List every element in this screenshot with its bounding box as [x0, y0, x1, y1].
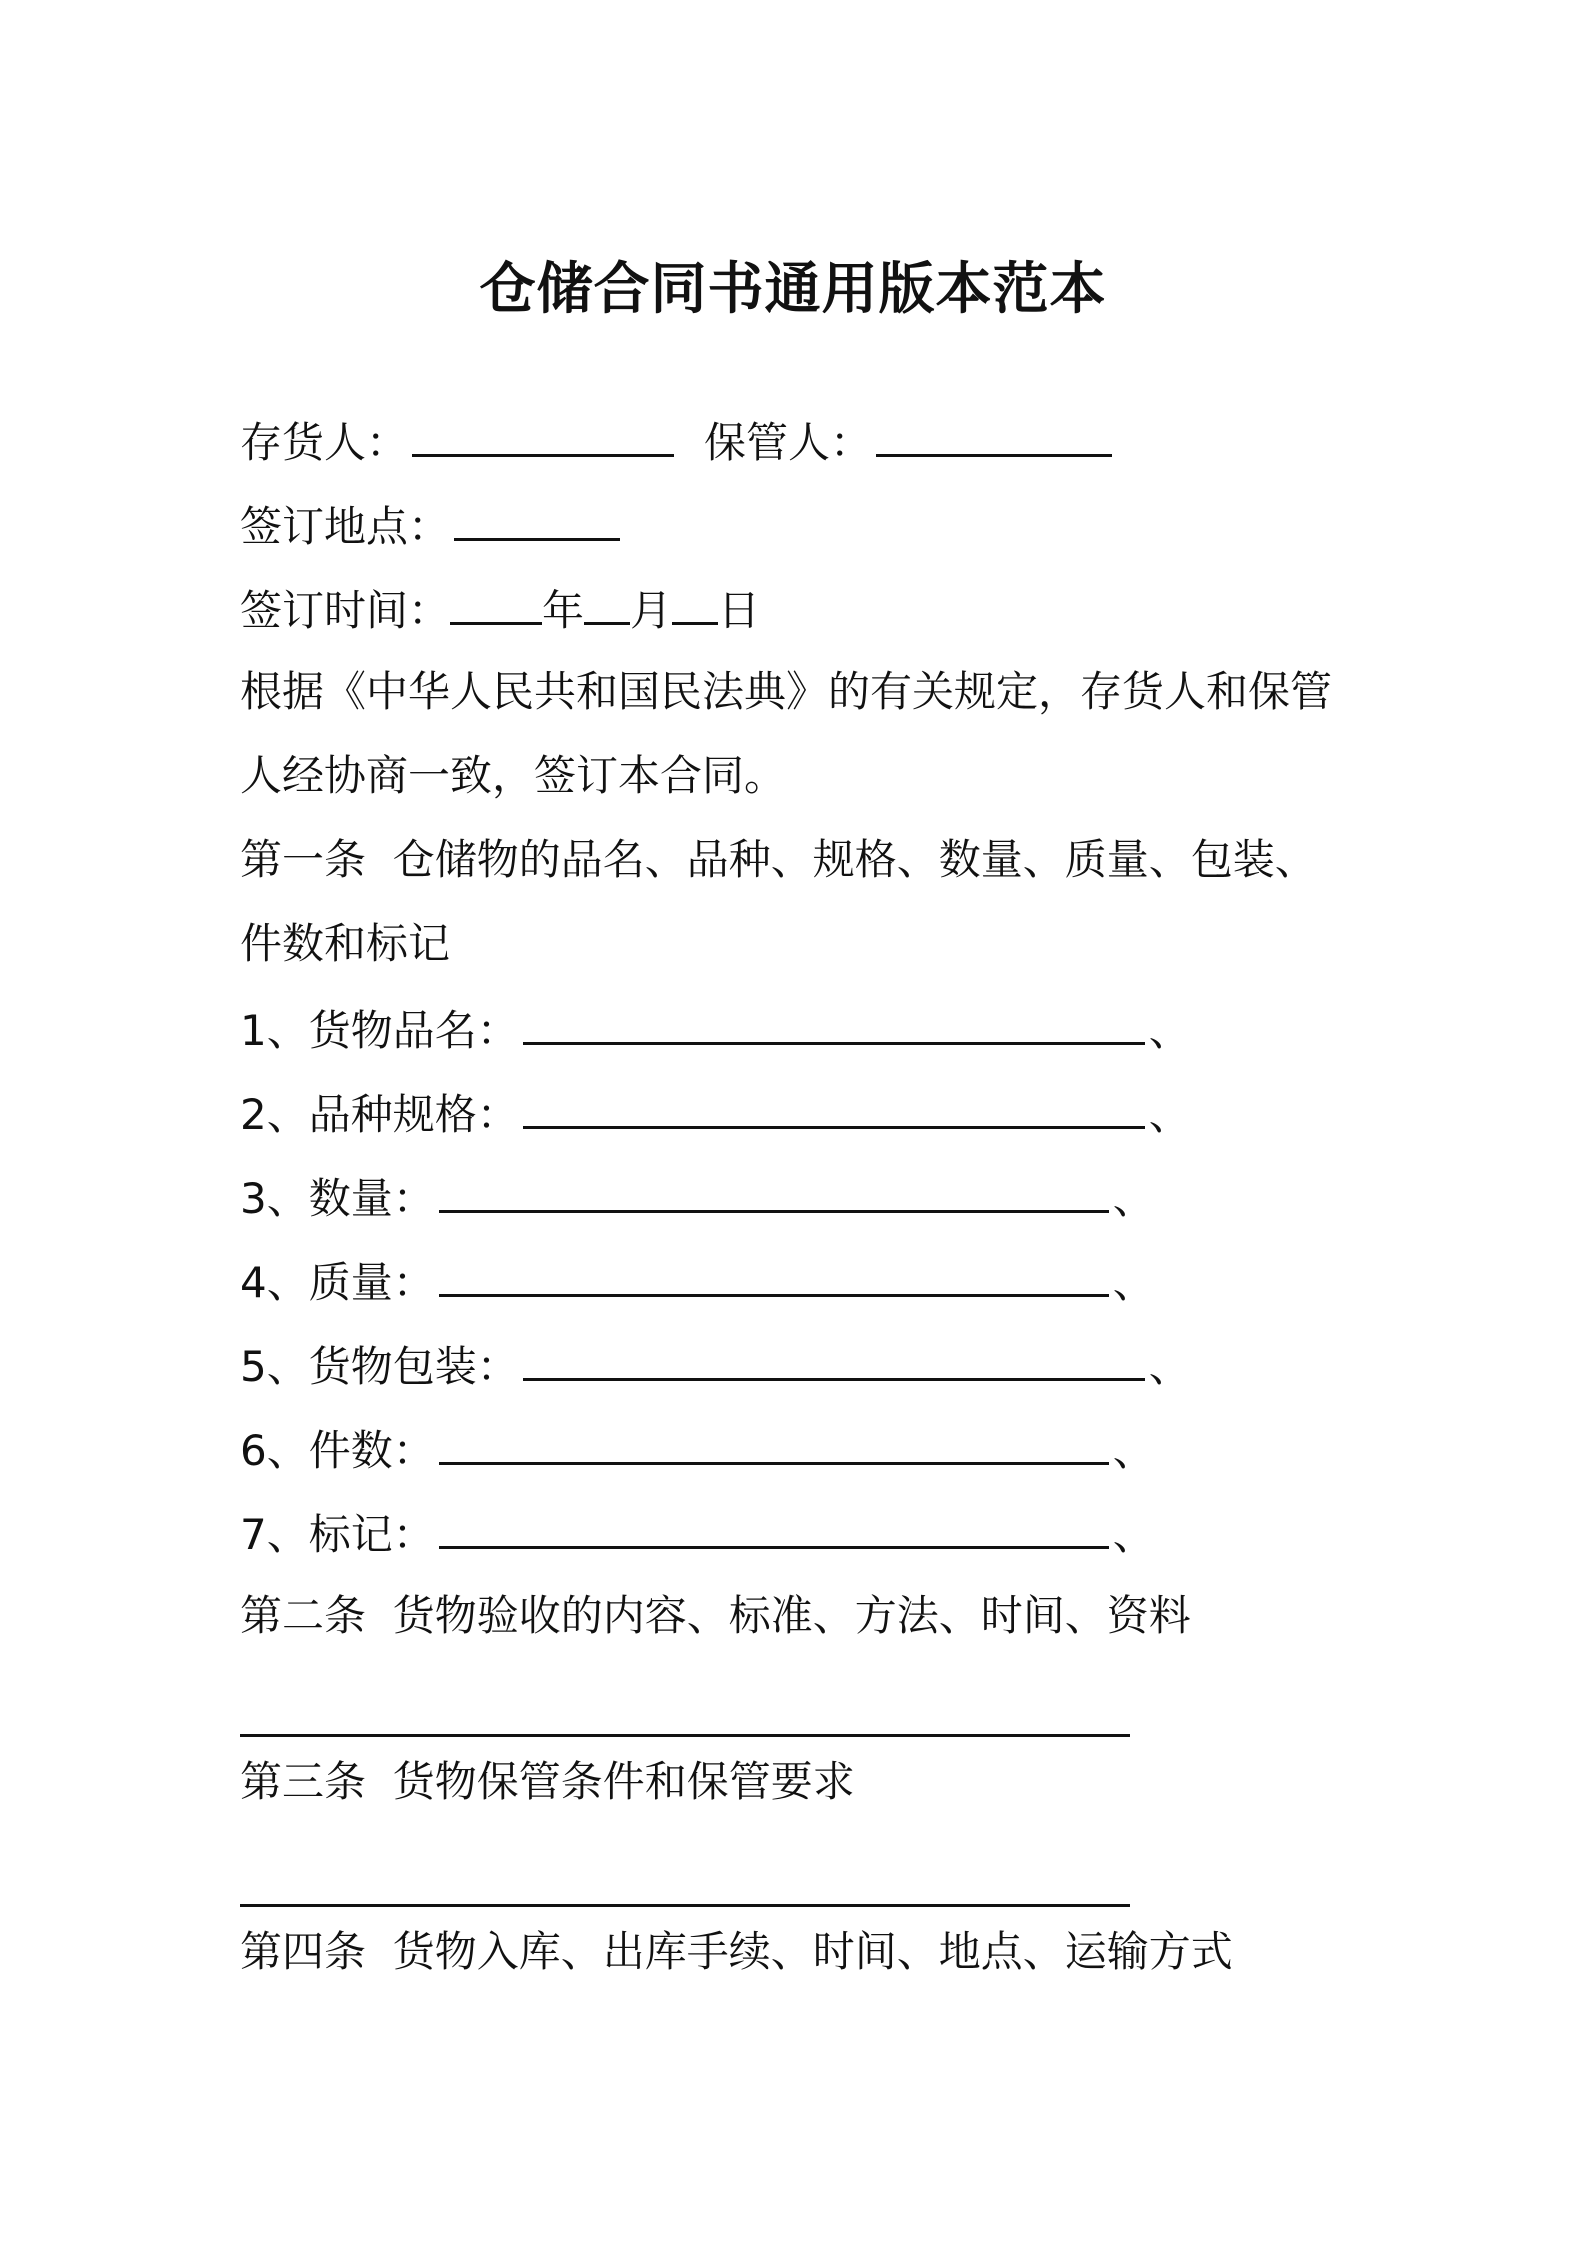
custodian-label: 保管人： [704, 418, 873, 467]
article2-blank-line [240, 1690, 1130, 1753]
item-variety-spec [240, 1082, 1191, 1145]
custodian-blank[interactable] [876, 410, 1112, 457]
year-blank[interactable] [450, 578, 542, 625]
preamble-line-2: 人经协商一致，签订本合同。 [240, 751, 787, 800]
item-label: 3、数量： [240, 1174, 435, 1223]
item-blank[interactable] [439, 1166, 1109, 1213]
item-blank[interactable] [439, 1502, 1109, 1549]
article4-heading: 第四条 货物入库、出库手续、时间、地点、运输方式 [240, 1927, 1233, 1976]
item-suffix: 、 [1112, 1174, 1155, 1223]
depositor-blank[interactable] [412, 410, 674, 457]
sign-place-blank[interactable] [454, 494, 620, 541]
document-title: 仓储合同书通用版本范本 [479, 257, 1107, 322]
article2-heading: 第二条 货物验收的内容、标准、方法、时间、资料 [240, 1591, 1191, 1640]
item-blank[interactable] [523, 1334, 1145, 1381]
item-label: 2、品种规格： [240, 1090, 519, 1139]
item-quantity [240, 1166, 1155, 1229]
item-blank[interactable] [523, 1082, 1145, 1129]
year-label: 年 [542, 586, 585, 635]
item-label: 7、标记： [240, 1510, 435, 1559]
item-suffix: 、 [1148, 1342, 1191, 1391]
item-label: 1、货物品名： [240, 1006, 519, 1055]
sign-time-line [240, 578, 760, 641]
article2-blank[interactable] [240, 1690, 1130, 1737]
item-label: 5、货物包装： [240, 1342, 519, 1391]
item-piece-count [240, 1418, 1155, 1481]
parties-line [240, 410, 1116, 473]
depositor-label: 存货人： [240, 418, 409, 467]
item-blank[interactable] [523, 998, 1145, 1045]
article3-blank[interactable] [240, 1860, 1130, 1907]
item-mark [240, 1502, 1155, 1565]
day-blank[interactable] [672, 578, 718, 625]
article3-blank-line [240, 1860, 1130, 1923]
item-quality [240, 1250, 1155, 1313]
item-blank[interactable] [439, 1418, 1109, 1465]
sign-time-label: 签订时间： [240, 586, 451, 635]
day-label: 日 [718, 586, 761, 635]
sign-place-label: 签订地点： [240, 502, 451, 551]
month-label: 月 [630, 586, 673, 635]
item-suffix: 、 [1112, 1510, 1155, 1559]
month-blank[interactable] [584, 578, 630, 625]
preamble-line-1: 根据《中华人民共和国民法典》的有关规定，存货人和保管 [240, 667, 1333, 716]
item-label: 6、件数： [240, 1426, 435, 1475]
item-label: 4、质量： [240, 1258, 435, 1307]
item-suffix: 、 [1148, 1006, 1191, 1055]
article1-heading-line-2: 件数和标记 [240, 919, 451, 968]
item-suffix: 、 [1148, 1090, 1191, 1139]
item-goods-name [240, 998, 1191, 1061]
sign-place-line [240, 494, 624, 557]
article3-heading: 第三条 货物保管条件和保管要求 [240, 1757, 855, 1806]
item-suffix: 、 [1112, 1426, 1155, 1475]
item-packaging [240, 1334, 1191, 1397]
article1-heading-line-1: 第一条 仓储物的品名、品种、规格、数量、质量、包装、 [240, 835, 1317, 884]
item-blank[interactable] [439, 1250, 1109, 1297]
item-suffix: 、 [1112, 1258, 1155, 1307]
